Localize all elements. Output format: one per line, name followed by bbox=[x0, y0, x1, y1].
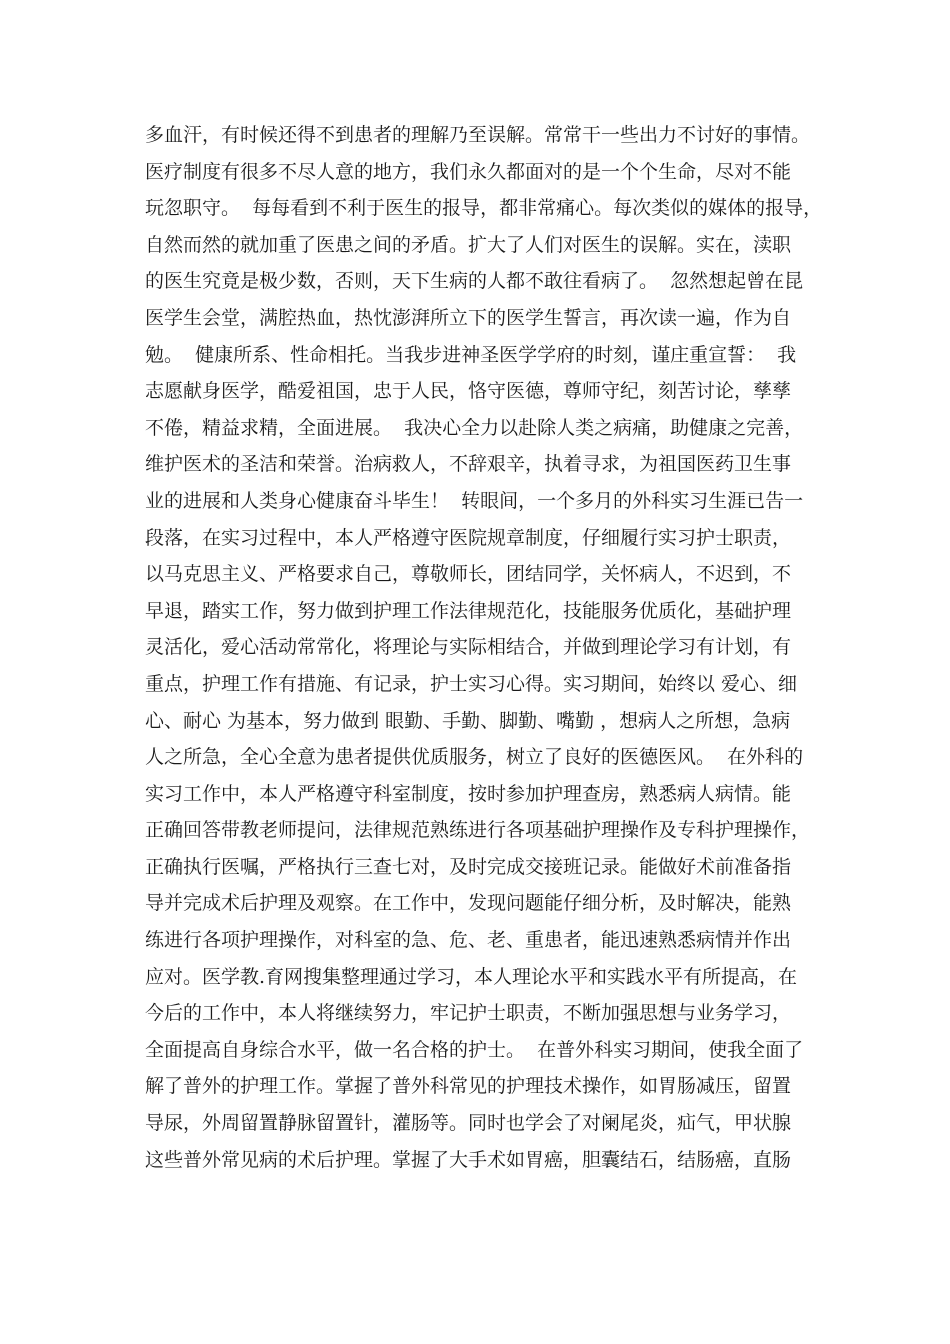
text-line: 玩忽职守。 每每看到不利于医生的报导，都非常痛心。每次类似的媒体的报导， bbox=[145, 197, 823, 220]
text-line: 志愿献身医学，酷爱祖国，忠于人民，恪守医德，尊师守纪，刻苦讨论，孳孳 bbox=[145, 380, 792, 403]
text-line: 业的进展和人类身心健康奋斗毕生！ 转眼间，一个多月的外科实习生涯已告一 bbox=[145, 489, 804, 512]
text-line: 实习工作中，本人严格遵守科室制度，按时参加护理查房，熟悉病人病情。能 bbox=[145, 782, 792, 805]
text-line: 人之所急，全心全意为患者提供优质服务，树立了良好的医德医风。 在外科的 bbox=[145, 746, 804, 769]
text-line: 以马克思主义、严格要求自己，尊敬师长，团结同学，关怀病人，不迟到，不 bbox=[145, 563, 792, 586]
text-line: 解了普外的护理工作。掌握了普外科常见的护理技术操作，如胃肠减压，留置 bbox=[145, 1075, 792, 1098]
text-line: 多血汗，有时候还得不到患者的理解乃至误解。常常干一些出力不讨好的事情。 bbox=[145, 124, 811, 146]
text-line: 段落，在实习过程中，本人严格遵守医院规章制度，仔细履行实习护士职责， bbox=[145, 526, 792, 549]
text-line: 不倦，精益求精，全面进展。 我决心全力以赴除人类之病痛，助健康之完善， bbox=[145, 416, 804, 439]
text-line: 导并完成术后护理及观察。在工作中，发现问题能仔细分析，及时解决，能熟 bbox=[145, 892, 792, 915]
text-line: 的医生究竟是极少数，否则，天下生病的人都不敢往看病了。 忽然想起曾在昆 bbox=[145, 270, 804, 293]
text-line: 导尿，外周留置静脉留置针，灌肠等。同时也学会了对阑尾炎，疝气，甲状腺 bbox=[145, 1112, 792, 1135]
text-line: 这些普外常见病的术后护理。掌握了大手术如胃癌，胆囊结石，结肠癌，直肠 bbox=[145, 1148, 792, 1171]
text-line: 练进行各项护理操作，对科室的急、危、老、重患者，能迅速熟悉病情并作出 bbox=[145, 929, 792, 952]
text-line: 医学生会堂，满腔热血，热忱澎湃所立下的医学生誓言，再次读一遍，作为自 bbox=[145, 306, 792, 329]
text-line: 灵活化，爱心活动常常化，将理论与实际相结合，并做到理论学习有计划，有 bbox=[145, 636, 792, 659]
text-line: 重点，护理工作有措施、有记录，护士实习心得。实习期间，始终以 爱心、细 bbox=[145, 672, 798, 695]
text-line: 全面提高自身综合水平，做一名合格的护士。 在普外科实习期间，使我全面了 bbox=[145, 1038, 804, 1061]
text-line: 正确回答带教老师提问，法律规范熟练进行各项基础护理操作及专科护理操作， bbox=[145, 819, 811, 842]
text-line: 早退，踏实工作，努力做到护理工作法律规范化，技能服务优质化，基础护理 bbox=[145, 599, 792, 622]
text-line: 勉。 健康所系、性命相托。当我步进神圣医学学府的时刻，谨庄重宣誓： 我 bbox=[145, 343, 797, 366]
body-text bbox=[145, 117, 825, 1178]
text-line: 维护医术的圣洁和荣誉。治病救人，不辞艰辛，执着寻求，为祖国医药卫生事 bbox=[145, 453, 792, 476]
text-line: 今后的工作中，本人将继续努力，牢记护士职责，不断加强思想与业务学习， bbox=[145, 1002, 792, 1025]
text-line: 医疗制度有很多不尽人意的地方，我们永久都面对的是一个个生命，尽对不能 bbox=[145, 160, 792, 183]
text-line: 应对。医学教.育网搜集整理通过学习，本人理论水平和实践水平有所提高，在 bbox=[145, 965, 798, 988]
text-line: 自然而然的就加重了医患之间的矛盾。扩大了人们对医生的误解。实在，渎职 bbox=[145, 233, 792, 256]
text-line: 心、耐心 为基本，努力做到 眼勤、手勤、脚勤、嘴勤 ，想病人之所想，急病 bbox=[145, 709, 791, 732]
text-line: 正确执行医嘱，严格执行三查七对，及时完成交接班记录。能做好术前准备指 bbox=[145, 855, 792, 878]
